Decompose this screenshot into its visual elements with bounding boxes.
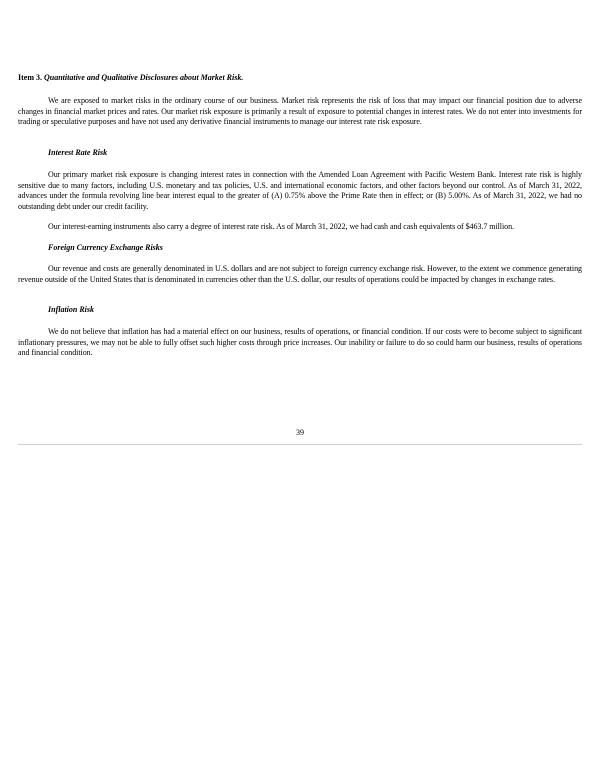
page-divider	[18, 444, 582, 445]
foreign-currency-heading: Foreign Currency Exchange Risks	[48, 243, 163, 252]
item-number: Item 3.	[18, 73, 42, 82]
interest-rate-risk-heading: Interest Rate Risk	[48, 148, 108, 157]
interest-rate-paragraph-1: Our primary market risk exposure is changing interest rates in connection with the Amended Loan Agreement with Pacific Western Bank. Interest rate risk is highly sensitive due to many factors, including U.S. monetary and tax policies, U.S. and international economic factors, and other factors beyond our control. As of March 31, 2022, advances under the formula revolving line bear interest equal to the greater of (A) 0.75% above the Prime Rate then in effect; or (B) 5.00%. As of March 31, 2022, we had no outstanding debt under our credit facility.	[18, 170, 582, 211]
intro-paragraph: We are exposed to market risks in the ordinary course of our business. Market risk represents the risk of loss that may impact our financial position due to adverse changes in financial market prices and rates. Our market risk exposure is primarily a result of exposure to potential changes in interest rates. We do not enter into investments for trading or speculative purposes and have not used any derivative financial instruments to manage our interest rate risk exposure.	[18, 96, 582, 127]
foreign-currency-paragraph: Our revenue and costs are generally denominated in U.S. dollars and are not subject to foreign currency exchange risk. However, to the extent we commence generating revenue outside of the United States that is denominated in currencies other than the U.S. dollar, our results of operations could be impacted by changes in exchange rates.	[18, 264, 582, 284]
page-number: 39	[296, 428, 304, 437]
item-heading	[18, 73, 243, 83]
interest-rate-paragraph-2: Our interest-earning instruments also carry a degree of interest rate risk. As of March 31, 2022, we had cash and cash equivalents of $463.7 million.	[48, 222, 514, 231]
item-title: Quantitative and Qualitative Disclosures about Market Risk.	[44, 73, 244, 82]
inflation-paragraph: We do not believe that inflation has had a material effect on our business, results of operations, or financial condition. If our costs were to become subject to significant inflationary pressures, we may not be able to fully offset such higher costs through price increases. Our inability or failure to do so could harm our business, results of operations and financial condition.	[18, 327, 582, 358]
inflation-risk-heading: Inflation Risk	[48, 305, 95, 314]
